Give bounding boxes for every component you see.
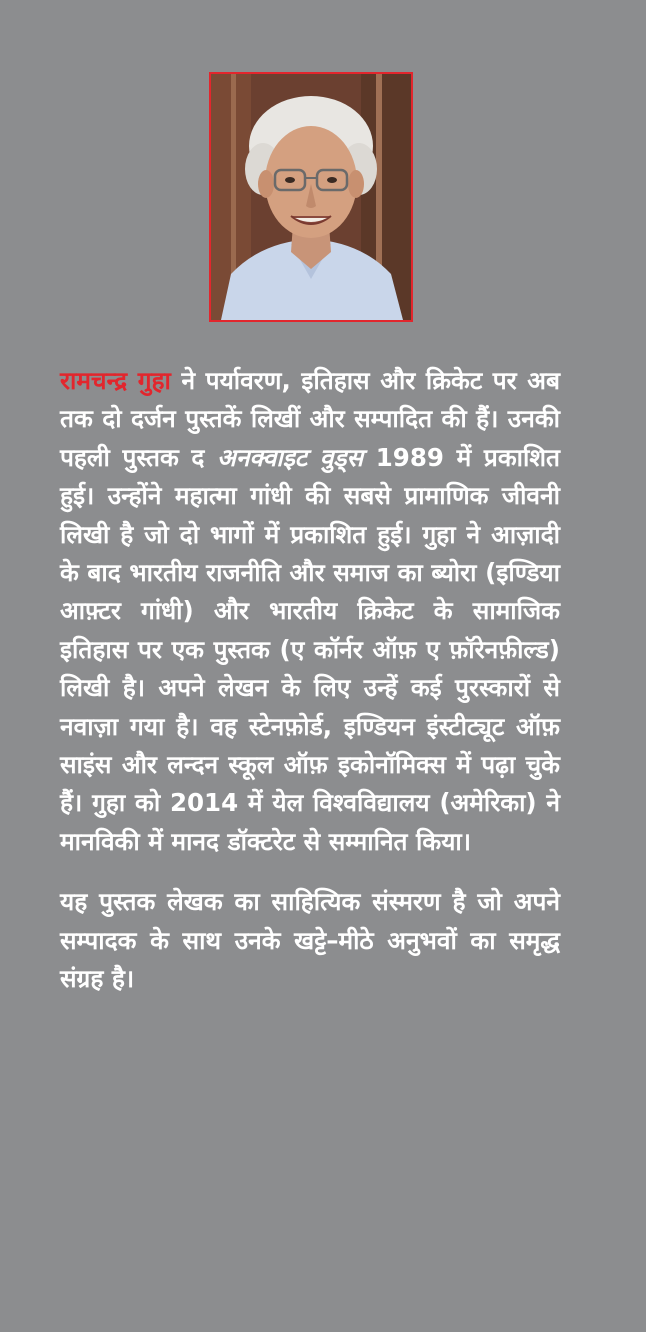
book-title: अनक्वाइट वुड्स — [217, 442, 364, 472]
bio-text-part-2: 1989 में प्रकाशित हुई। उन्होंने महात्मा गांधी की सबसे प्रामाणिक जीवनी लिखी है जो दो भागों में प्रकाशित हुई। गुहा ने आज़ादी के बाद भारतीय राजनीति और समाज का ब्योरा (इण्डिया आफ़्टर गांधी) और भारतीय क्रिकेट के सामाजिक इतिहास पर एक पुस्तक (ए कॉर्नर ऑफ़ ए फ़ॉरेनफ़ील्ड) लिखी है। अपने लेखन के लिए उन्हें कई पुरस्कारों से नवाज़ा गया है। वह स्टेनफ़ोर्ड, इण्डियन इंस्टीट्यूट ऑफ़ साइंस और लन्दन स्कूल ऑफ़ इकोनॉमिक्स में पढ़ा चुके हैं। गुहा को 2014 में येल विश्वविद्यालय (अमेरिका) ने मानविकी में मानद डॉक्टरेट से सम्मानित किया। — [60, 442, 560, 856]
bio-paragraph-1 — [60, 362, 560, 861]
author-bio — [60, 362, 560, 999]
bio-paragraph-2: यह पुस्तक लेखक का साहित्यिक संस्मरण है जो अपने सम्पादक के साथ उनके खट्टे–मीठे अनुभवों का समृद्ध संग्रह है। — [60, 887, 560, 994]
author-portrait-image — [211, 74, 411, 320]
bio-text-part-1: ने पर्यावरण, इतिहास और क्रिकेट पर अब तक दो दर्जन पुस्तकें लिखीं और सम्पादित की हैं। उनकी पहली पुस्तक द — [60, 366, 560, 472]
author-photo — [209, 72, 413, 322]
author-name: रामचन्द्र गुहा — [60, 366, 171, 395]
